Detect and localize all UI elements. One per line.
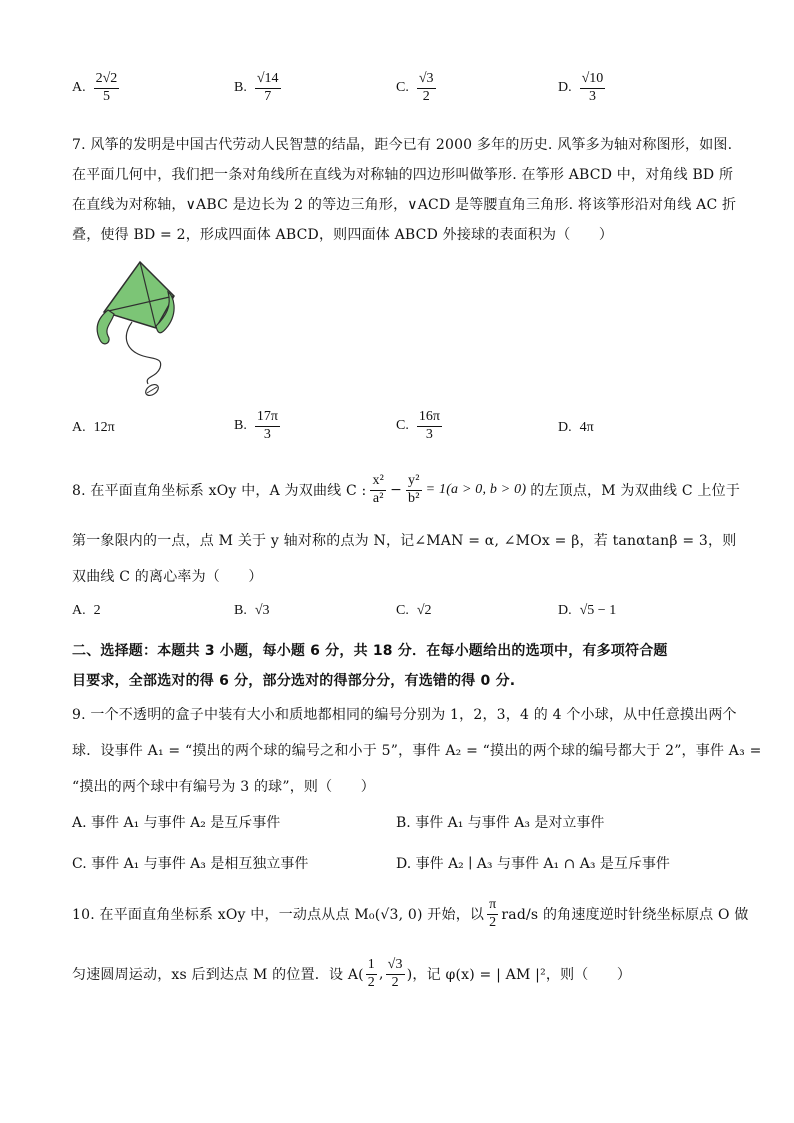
- q10-text-1a: 10. 在平面直角坐标系 xOy 中，一动点从点 M₀(√3, 0) 开始，以: [72, 907, 485, 924]
- option-label: A.: [72, 603, 86, 618]
- option-label: C.: [396, 418, 409, 434]
- option-label: B.: [234, 603, 247, 618]
- denominator: 7: [264, 88, 272, 104]
- option-value: √3: [254, 603, 270, 618]
- q8-option-b: [234, 603, 270, 619]
- q7-line-1: 7. 风筝的发明是中国古代劳动人民智慧的结晶，距今已有 2000 多年的历史. 风筝多为轴对称图形，如图.: [72, 137, 733, 153]
- q7-option-b: [234, 410, 280, 442]
- denominator: 3: [425, 426, 433, 442]
- q7-line-3: 在直线为对称轴，∨ABC 是边长为 2 的等边三角形，∨ACD 是等腰直角三角形. 将该筝形沿对角线 AC 折: [72, 197, 737, 213]
- q10-line-1: [72, 898, 749, 930]
- denominator: 3: [263, 426, 271, 442]
- numerator: y²: [406, 474, 422, 491]
- numerator: √10: [580, 72, 606, 89]
- q7-line-4: 叠，使得 BD = 2，形成四面体 ABCD，则四面体 ABCD 外接球的表面积为（ ）: [72, 227, 614, 243]
- option-value: 12π: [93, 420, 115, 435]
- q6-option-a: [72, 72, 119, 104]
- fraction-half: [366, 958, 377, 990]
- q10-text-2b: )，记 φ(x) = | AM |²，则（ ）: [406, 967, 632, 984]
- q8-option-d: [558, 603, 616, 619]
- fraction-sqrt3-half: [386, 958, 405, 990]
- q6-option-d: [558, 72, 605, 104]
- q8-line-1: [72, 474, 740, 506]
- q6-option-b: [234, 72, 281, 104]
- q8-text-1a: 8. 在平面直角坐标系 xOy 中，A 为双曲线 C :: [72, 483, 367, 500]
- q7-option-a: [72, 420, 115, 436]
- numerator: x²: [370, 474, 386, 491]
- numerator: √14: [255, 72, 281, 89]
- option-value: 4π: [579, 420, 594, 435]
- fraction-y: [406, 474, 422, 506]
- fraction: [255, 72, 281, 104]
- denominator: 2: [422, 88, 430, 104]
- denominator: 2: [391, 974, 399, 990]
- option-label: D.: [558, 603, 572, 618]
- q8-line-3: 双曲线 C 的离心率为（ ）: [72, 569, 263, 585]
- option-label: B.: [234, 418, 247, 434]
- denominator: b²: [408, 490, 420, 506]
- fraction: [580, 72, 606, 104]
- option-label: A.: [72, 420, 86, 435]
- section-2-heading-line-2: 目要求，全部选对的得 6 分，部分选对的得部分分，有选错的得 0 分.: [72, 673, 516, 689]
- q9-line-2: 球．设事件 A₁ = “摸出的两个球的编号之和小于 5”，事件 A₂ = “摸出的两个球的编号都大于 2”，事件 A₃ =: [72, 743, 762, 759]
- q10-text-1b: rad/s 的角速度逆时针绕坐标原点 O 做: [501, 907, 749, 924]
- q9-line-3: “摸出的两个球中有编号为 3 的球”，则（ ）: [72, 779, 375, 795]
- fraction-x: [370, 474, 386, 506]
- kite-icon: [92, 256, 182, 406]
- q7-option-c: [396, 410, 442, 442]
- q8-option-a: [72, 603, 101, 619]
- q10-line-2: [72, 958, 631, 990]
- option-label: A.: [72, 80, 86, 96]
- numerator: 1: [366, 958, 377, 975]
- option-value: √2: [416, 603, 432, 618]
- q9-option-d: D. 事件 A₂ ∣ A₃ 与事件 A₁ ∩ A₃ 是互斥事件: [396, 856, 670, 872]
- q9-option-a: A. 事件 A₁ 与事件 A₂ 是互斥事件: [72, 815, 281, 831]
- denominator: 5: [102, 88, 110, 104]
- option-label: C.: [396, 603, 409, 618]
- numerator: π: [487, 898, 498, 915]
- denominator: 3: [588, 88, 596, 104]
- denominator: a²: [372, 490, 384, 506]
- q9-option-b: B. 事件 A₁ 与事件 A₃ 是对立事件: [396, 815, 605, 831]
- q7-option-d: [558, 420, 594, 436]
- q9-line-1: 9. 一个不透明的盒子中装有大小和质地都相同的编号分别为 1，2，3，4 的 4 个小球，从中任意摸出两个: [72, 707, 737, 723]
- option-value: √5 − 1: [579, 603, 617, 618]
- fraction: [255, 410, 280, 442]
- option-label: D.: [558, 80, 572, 96]
- fraction-pi-over-2: [487, 898, 498, 930]
- q9-option-c: C. 事件 A₁ 与事件 A₃ 是相互独立事件: [72, 856, 309, 872]
- q10-text-2a: 匀速圆周运动，xs 后到达点 M 的位置．设 A(: [72, 967, 364, 984]
- fraction: [417, 72, 436, 104]
- minus-sign: −: [390, 482, 403, 499]
- q8-line-2: 第一象限内的一点，点 M 关于 y 轴对称的点为 N，记∠MAN = α, ∠MOx = β，若 tanαtanβ = 3，则: [72, 533, 737, 549]
- equation-rest: = 1(a > 0, b > 0): [425, 482, 527, 498]
- option-label: C.: [396, 80, 409, 96]
- option-label: B.: [234, 80, 247, 96]
- q8-text-1b: 的左顶点，M 为双曲线 C 上位于: [530, 483, 741, 500]
- option-label: D.: [558, 420, 572, 435]
- denominator: 2: [367, 974, 375, 990]
- q7-line-2: 在平面几何中，我们把一条对角线所在直线为对称轴的四边形叫做筝形. 在筝形 ABCD 中，对角线 BD 所: [72, 167, 734, 183]
- numerator: 16π: [417, 410, 442, 427]
- numerator: √3: [417, 72, 436, 89]
- numerator: 17π: [255, 410, 280, 427]
- q8-option-c: [396, 603, 432, 619]
- q6-option-c: [396, 72, 436, 104]
- comma: ,: [379, 966, 384, 983]
- fraction: [94, 72, 120, 104]
- numerator: 2√2: [94, 72, 120, 89]
- denominator: 2: [489, 914, 497, 930]
- section-2-heading-line-1: 二、选择题：本题共 3 小题，每小题 6 分，共 18 分．在每小题给出的选项中，有多项符合题: [72, 643, 668, 659]
- fraction: [417, 410, 442, 442]
- option-value: 2: [93, 603, 101, 618]
- numerator: √3: [386, 958, 405, 975]
